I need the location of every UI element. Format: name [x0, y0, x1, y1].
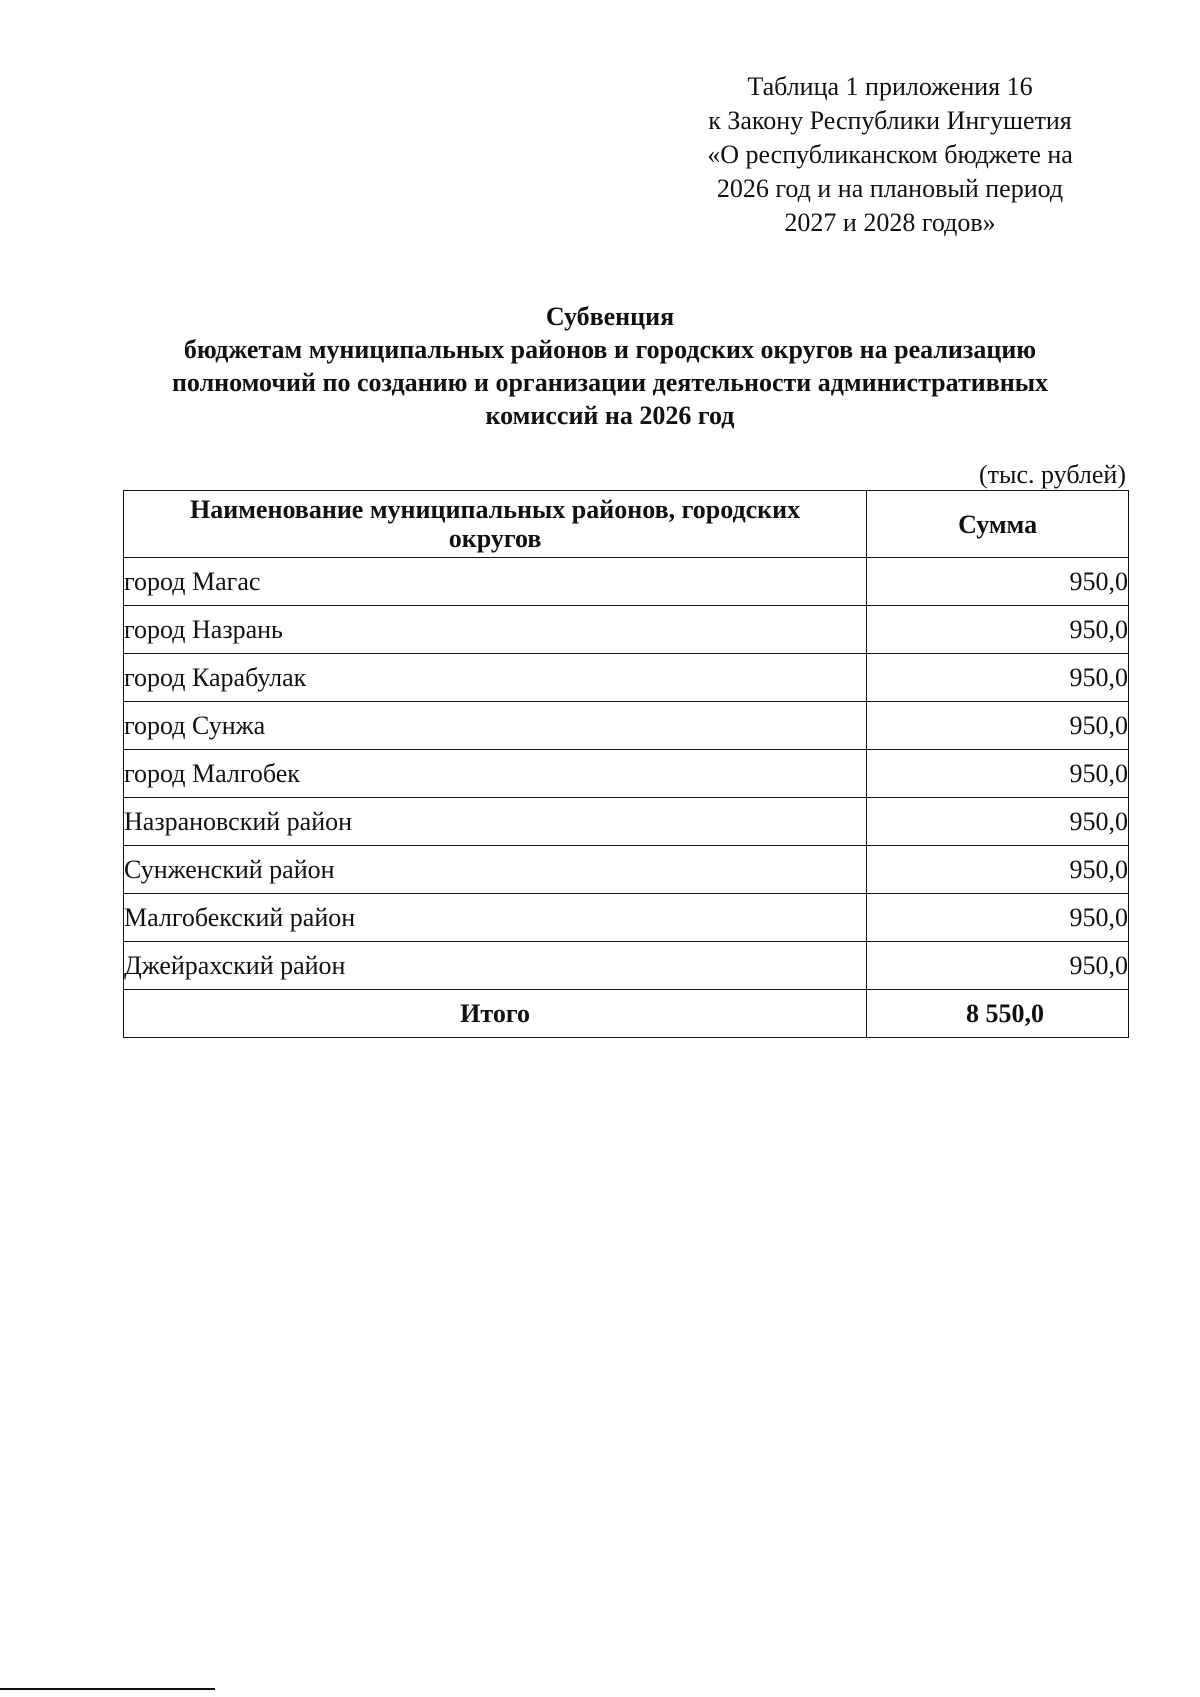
annex-line: к Закону Республики Ингушетия: [708, 106, 1072, 135]
scan-edge-line: [0, 1688, 215, 1690]
row-name: Сунженский район: [124, 846, 867, 894]
annex-line: Таблица 1 приложения 16: [747, 72, 1033, 101]
row-name: Назрановский район: [124, 798, 867, 846]
title-line: комиссий на 2026 год: [485, 401, 735, 430]
row-name: Малгобекский район: [124, 894, 867, 942]
title-line: Субвенция: [545, 302, 675, 331]
table-row: [124, 606, 1129, 654]
row-sum: 950,0: [867, 894, 1129, 942]
annex-line: «О республиканском бюджете на: [707, 140, 1073, 169]
row-name: город Карабулак: [124, 654, 867, 702]
table-row: [124, 846, 1129, 894]
title-line: полномочий по созданию и организации деятельности административных: [171, 368, 1049, 397]
row-name: город Сунжа: [124, 702, 867, 750]
table-row: [124, 702, 1129, 750]
row-name: Джейрахский район: [124, 942, 867, 990]
row-sum: 950,0: [867, 654, 1129, 702]
table-row: [124, 894, 1129, 942]
header-name-line: округов: [448, 524, 542, 553]
row-sum: 950,0: [867, 558, 1129, 606]
title-line: бюджетам муниципальных районов и городских округов на реализацию: [183, 335, 1037, 364]
annex-line: 2027 и 2028 годов»: [784, 208, 996, 237]
table-row: [124, 750, 1129, 798]
units-note: (тыс. рублей): [978, 460, 1126, 489]
row-sum: 950,0: [867, 798, 1129, 846]
row-sum: 950,0: [867, 606, 1129, 654]
subvention-table: [123, 490, 1129, 1038]
total-row: [124, 990, 1129, 1038]
annex-line: 2026 год и на плановый период: [716, 174, 1064, 203]
total-sum: 8 550,0: [867, 990, 1129, 1038]
row-sum: 950,0: [867, 702, 1129, 750]
row-name: город Магас: [124, 558, 867, 606]
header-sum: Сумма: [867, 491, 1129, 558]
row-sum: 950,0: [867, 846, 1129, 894]
table-header-row: [124, 491, 1129, 558]
row-sum: 950,0: [867, 942, 1129, 990]
table-row: [124, 654, 1129, 702]
annex-reference: [660, 70, 1120, 240]
document-title: [100, 300, 1120, 432]
row-name: город Малгобек: [124, 750, 867, 798]
table-row: [124, 798, 1129, 846]
total-label: Итого: [124, 990, 867, 1038]
table-row: [124, 942, 1129, 990]
table-row: [124, 558, 1129, 606]
header-name-line: Наименование муниципальных районов, городских: [190, 495, 801, 524]
row-sum: 950,0: [867, 750, 1129, 798]
header-name: [124, 491, 867, 558]
row-name: город Назрань: [124, 606, 867, 654]
